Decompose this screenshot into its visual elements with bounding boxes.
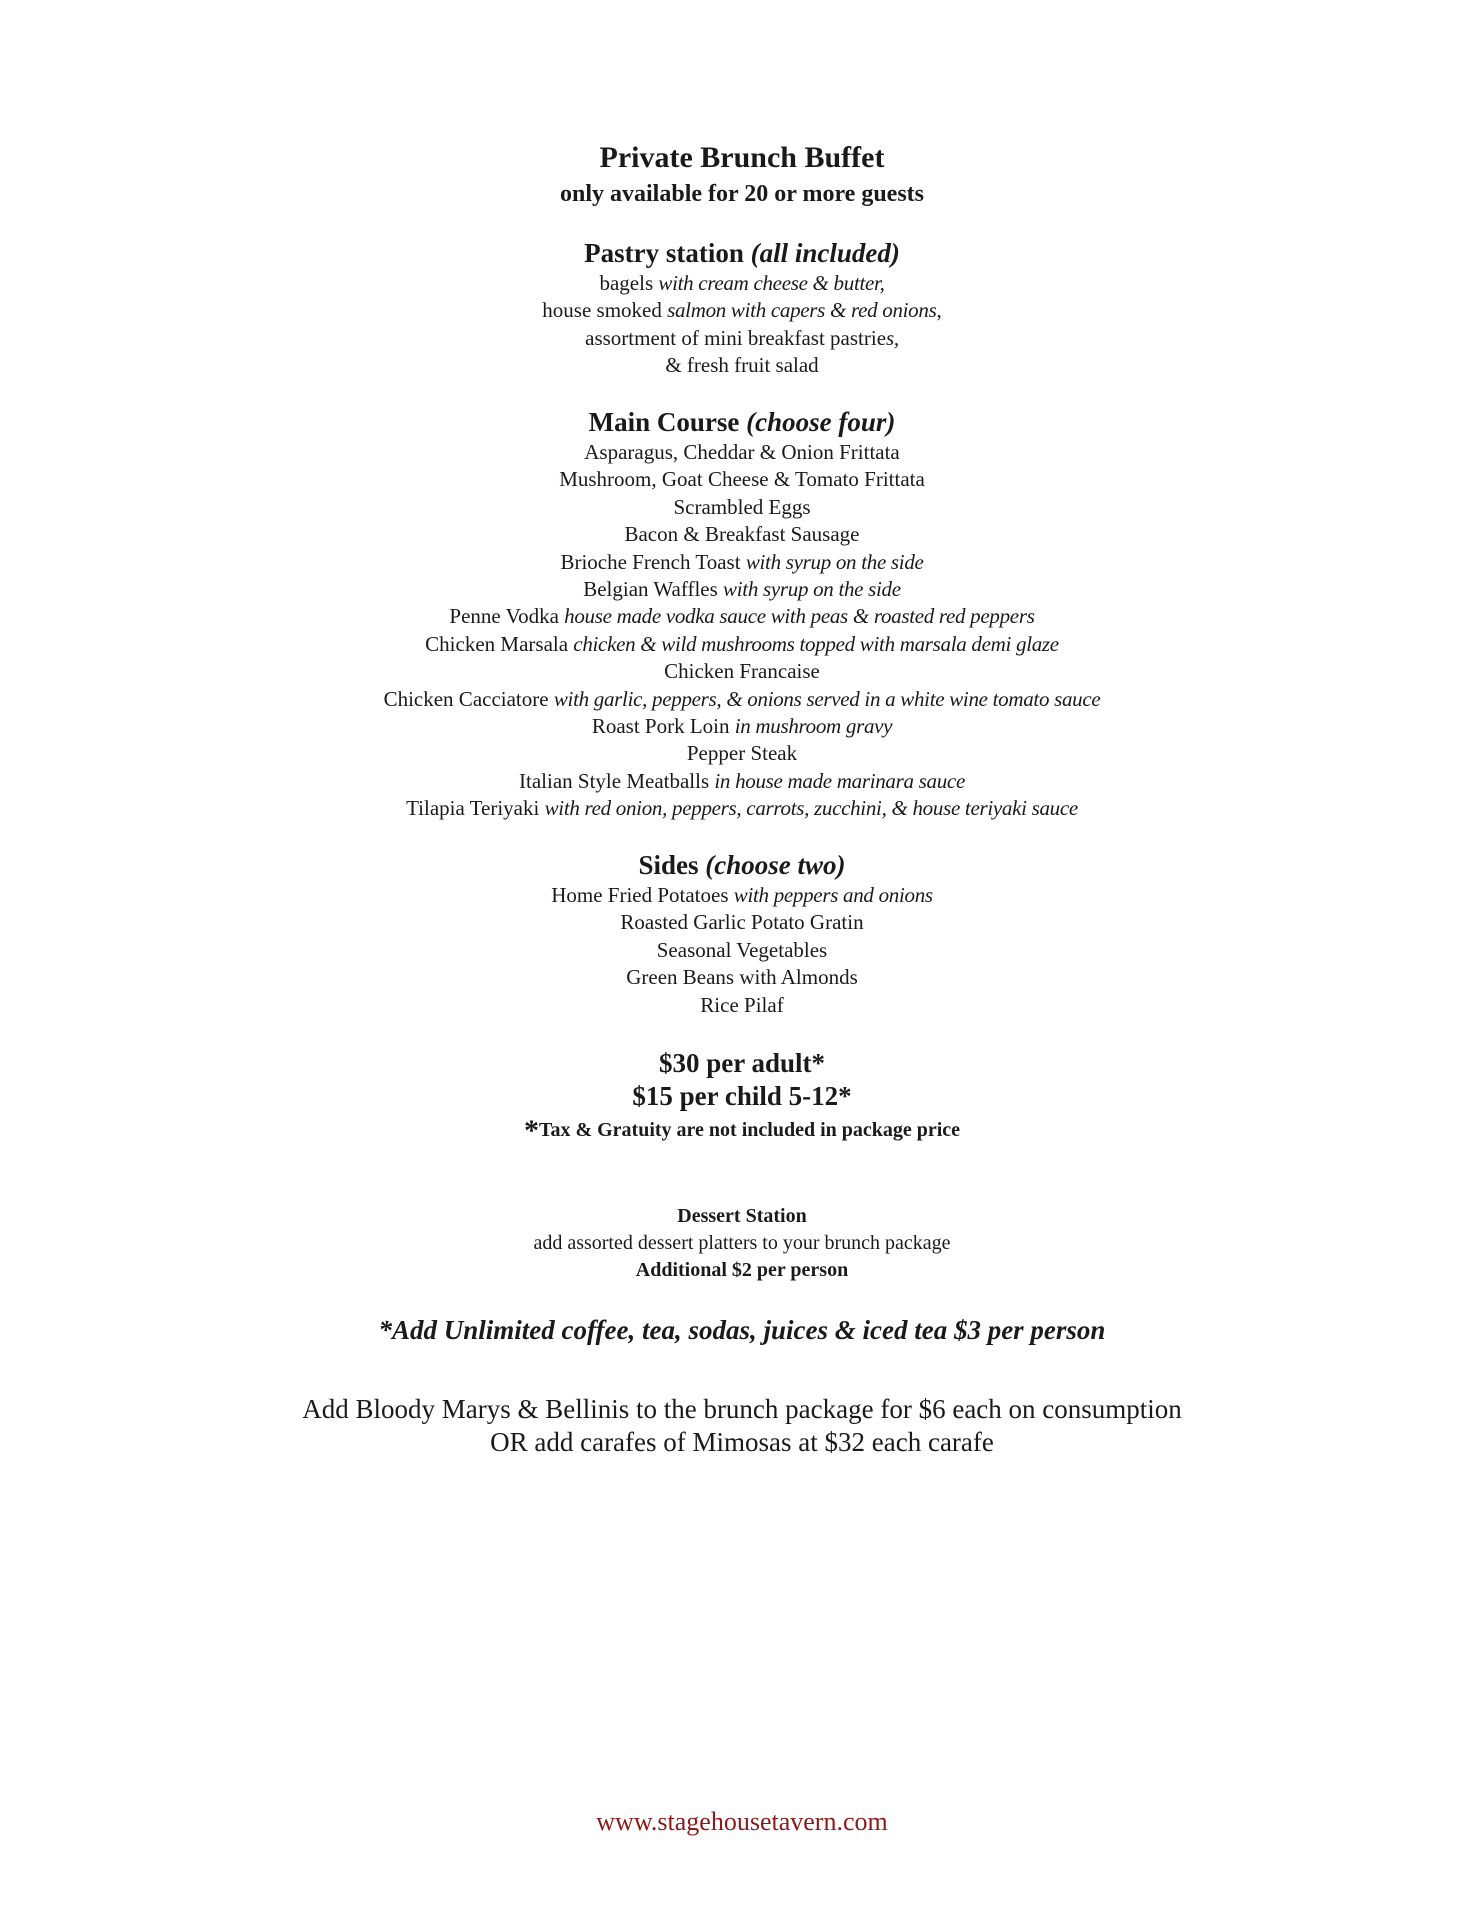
menu-item: [0, 768, 1484, 795]
menu-item-description: with red onion, peppers, carrots, zucchini, & house teriyaki sauce: [544, 796, 1078, 821]
menu-item-description: with garlic, peppers, & onions served in a white wine tomato sauce: [553, 686, 1101, 711]
menu-item: [0, 494, 1484, 521]
menu-item-name: Bacon & Breakfast Sausage: [624, 522, 860, 547]
tax-note: [0, 1115, 1484, 1146]
menu-item: [0, 603, 1484, 630]
menu-item: [0, 909, 1484, 936]
menu-item-name: Pepper Steak: [686, 741, 798, 766]
menu-item-name: Rice Pilaf: [700, 992, 784, 1017]
menu-item: [0, 352, 1484, 379]
unlimited-beverages: *Add Unlimited coffee, tea, sodas, juices & iced tea $3 per person: [378, 1315, 1106, 1345]
menu-item-name: Penne Vodka: [449, 604, 565, 629]
menu-item: [0, 713, 1484, 740]
pastry-items: [0, 270, 1484, 380]
menu-item: [0, 740, 1484, 767]
menu-item-name: Italian Style Meatballs: [519, 768, 715, 793]
menu-item-name: Tilapia Teriyaki: [406, 796, 545, 821]
menu-item: [0, 270, 1484, 297]
menu-item-name: Roasted Garlic Potato Gratin: [620, 910, 864, 935]
sides-items: [0, 882, 1484, 1019]
menu-item-description: with peppers and onions: [733, 883, 933, 907]
menu-item: [0, 964, 1484, 991]
dessert-section: [0, 1203, 1484, 1284]
menu-item-name: Chicken Francaise: [664, 659, 820, 684]
menu-item: [0, 658, 1484, 685]
main-course-heading: [0, 405, 1484, 439]
main-course-items: [0, 439, 1484, 823]
dessert-heading: Dessert Station: [677, 1205, 807, 1227]
menu-item-description: with syrup on the side: [745, 549, 924, 574]
menu-item-name: Green Beans with Almonds: [626, 965, 858, 990]
cocktail-addons: [0, 1393, 1484, 1459]
menu-item: [0, 576, 1484, 603]
sides-section: [0, 848, 1484, 1019]
menu-item: [0, 521, 1484, 548]
menu-item-name: Chicken Cacciatore: [383, 686, 554, 711]
menu-item-description: with syrup on the side: [723, 577, 901, 602]
menu-item-name: Roast Pork Loin: [591, 714, 735, 739]
adult-price: $30 per adult*: [658, 1048, 826, 1078]
menu-item-description: chicken & wild mushrooms topped with marsala demi glaze: [573, 631, 1059, 656]
menu-item-description: with cream cheese & butter,: [658, 271, 885, 295]
menu-item: [0, 325, 1484, 352]
menu-item: [0, 795, 1484, 822]
menu-subtitle: only available for 20 or more guests: [560, 181, 924, 207]
pastry-heading: [0, 236, 1484, 270]
menu-item-name: Asparagus, Cheddar & Onion Frittata: [584, 440, 900, 464]
mimosa-line: OR add carafes of Mimosas at $32 each carafe: [490, 1427, 994, 1457]
main-course-section: [0, 405, 1484, 823]
menu-item: [0, 439, 1484, 466]
website-link[interactable]: www.stagehousetavern.com: [596, 1807, 888, 1836]
menu-item: [0, 466, 1484, 493]
menu-item: [0, 992, 1484, 1019]
sides-heading: [0, 848, 1484, 882]
menu-item: [0, 686, 1484, 713]
menu-item-name: & fresh fruit salad: [665, 353, 819, 378]
pastry-note: (all included): [750, 238, 900, 268]
menu-item-name: Mushroom, Goat Cheese & Tomato Frittata: [559, 467, 925, 492]
menu-item: [0, 549, 1484, 576]
menu-item-name: Chicken Marsala: [425, 631, 574, 656]
menu-item-description: salmon with capers & red onions: [667, 298, 937, 323]
menu-item-name: assortment of mini breakfast pastrie: [585, 325, 887, 350]
pastry-section: [0, 236, 1484, 380]
menu-item-description: in mushroom gravy: [734, 714, 893, 739]
menu-item-name: Brioche French Toast: [560, 549, 746, 574]
menu-item-name: bagels: [599, 271, 659, 295]
menu-title: Private Brunch Buffet: [599, 141, 885, 174]
menu-item-description: house made vodka sauce with peas & roasted red peppers: [564, 604, 1035, 629]
main-course-note: (choose four): [746, 407, 896, 437]
menu-item-name: Scrambled Eggs: [673, 494, 811, 519]
menu-item: [0, 297, 1484, 324]
main-course-heading-text: Main Course: [588, 407, 740, 437]
menu-item-description: s,: [886, 325, 899, 350]
menu-item: [0, 631, 1484, 658]
menu-item-name: Home Fried Potatoes: [551, 883, 734, 907]
dessert-price: Additional $2 per person: [635, 1259, 849, 1281]
sides-note: (choose two): [705, 850, 846, 880]
menu-item: [0, 882, 1484, 909]
child-price: $15 per child 5-12*: [632, 1081, 852, 1111]
bloody-mary-line: Add Bloody Marys & Bellinis to the brunch package for $6 each on consumption: [302, 1394, 1182, 1424]
menu-item-name: Belgian Waffles: [583, 577, 724, 602]
menu-item-tail: ,: [936, 298, 942, 323]
sides-heading-text: Sides: [638, 850, 699, 880]
menu-item-name: house smoked: [542, 298, 668, 323]
tax-star: *: [523, 1114, 539, 1147]
menu-item-description: in house made marinara sauce: [714, 768, 965, 793]
pastry-heading-text: Pastry station: [584, 238, 744, 268]
dessert-description: add assorted dessert platters to your brunch package: [533, 1232, 951, 1254]
menu-item-name: Seasonal Vegetables: [656, 937, 828, 962]
tax-note-text: Tax & Gratuity are not included in package price: [538, 1119, 961, 1141]
menu-item: [0, 937, 1484, 964]
